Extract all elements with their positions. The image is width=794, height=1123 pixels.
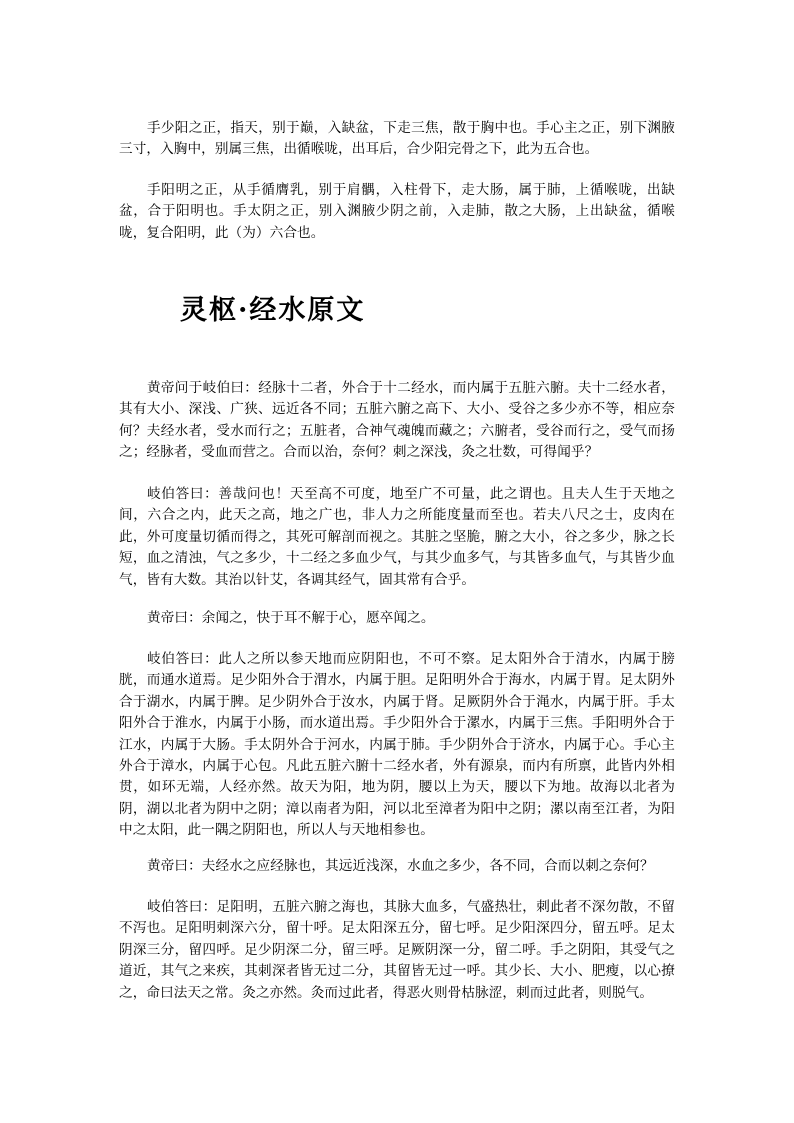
paragraph-huangdi-question-2: 黄帝曰：余闻之，快于耳不解于心，愿卒闻之。 xyxy=(147,610,435,626)
paragraph-six-unions: 手阳明之正，从手循膺乳，别于肩髃，入柱骨下，走大肠，属于肺，上循喉咙，出缺盆，合于阳明也。手太阴之正，别入渊腋少阴之前，入走肺，散之大肠，上出缺盆，循喉咙，复合阳明，此（为）六合也。 xyxy=(119,182,675,241)
paragraph-huangdi-question-3: 黄帝曰：夫经水之应经脉也，其远近浅深，水血之多少，各不同，合而以刺之奈何？ xyxy=(147,858,654,874)
paragraph-qibo-answer-3: 岐伯答曰：足阳明，五脏六腑之海也，其脉大血多，气盛热壮，刺此者不深勿散，不留不泻也。足阳明刺深六分，留十呼。足太阳深五分，留七呼。足少阳深四分，留五呼。足太阴深三分，留四呼。足少阴深二分，留三呼。足厥阴深一分，留二呼。手之阴阳，其受气之道近，其气之来疾，其刺深者皆无过二分，其留皆无过一呼。其少长、大小、肥瘦，以心撩之，命曰法天之常。灸之亦然。灸而过此者，得恶火则骨枯脉涩，刺而过此者，则脱气。 xyxy=(119,899,675,1001)
paragraph-qibo-answer-2: 岐伯答曰：此人之所以参天地而应阴阳也，不可不察。足太阳外合于清水，内属于膀胱，而通水道焉。足少阳外合于渭水，内属于胆。足阳明外合于海水，内属于胃。足太阴外合于湖水，内属于脾。足少阴外合于汝水，内属于肾。足厥阴外合于渑水，内属于肝。手太阳外合于淮水，内属于小肠，而水道出焉。手少阳外合于漯水，内属于三焦。手阳明外合于江水，内属于大肠。手太阴外合于河水，内属于肺。手少阴外合于济水，内属于心。手心主外合于漳水，内属于心包。凡此五脏六腑十二经水者，外有源泉，而内有所禀，此皆内外相贯，如环无端，人经亦然。故天为阳，地为阴，腰以上为天，腰以下为地。故海以北者为阴，湖以北者为阴中之阴；漳以南者为阳，河以北至漳者为阳中之阴；漯以南至江者，为阳中之太阳，此一隅之阴阳也，所以人与天地相参也。 xyxy=(119,651,675,839)
paragraph-five-unions: 手少阳之正，指天，别于巅，入缺盆，下走三焦，散于胸中也。手心主之正，别下渊腋三寸，入胸中，别属三焦，出循喉咙，出耳后，合少阳完骨之下，此为五合也。 xyxy=(119,120,675,158)
section-heading: 灵枢·经水原文 xyxy=(180,295,366,326)
paragraph-qibo-answer-1: 岐伯答曰：善哉问也！天至高不可度，地至广不可量，此之谓也。且夫人生于天地之间，六合之内，此天之高，地之广也，非人力之所能度量而至也。若夫八尺之士，皮肉在此，外可度量切循而得之，其死可解剖而视之。其脏之坚脆，腑之大小，谷之多少，脉之长短，血之清浊，气之多少，十二经之多血少气，与其少血多气，与其皆多血气，与其皆少血气，皆有大数。其治以针艾，各调其经气，固其常有合乎。 xyxy=(119,486,675,588)
paragraph-huangdi-question-1: 黄帝问于岐伯曰：经脉十二者，外合于十二经水，而内属于五脏六腑。夫十二经水者，其有大小、深浅、广狭、远近各不同；五脏六腑之高下、大小、受谷之多少亦不等，相应奈何？夫经水者，受水而行之；五脏者，合神气魂魄而藏之；六腑者，受谷而行之，受气而扬之；经脉者，受血而营之。合而以治，奈何？刺之深浅，灸之壮数，可得闻乎？ xyxy=(119,380,675,461)
